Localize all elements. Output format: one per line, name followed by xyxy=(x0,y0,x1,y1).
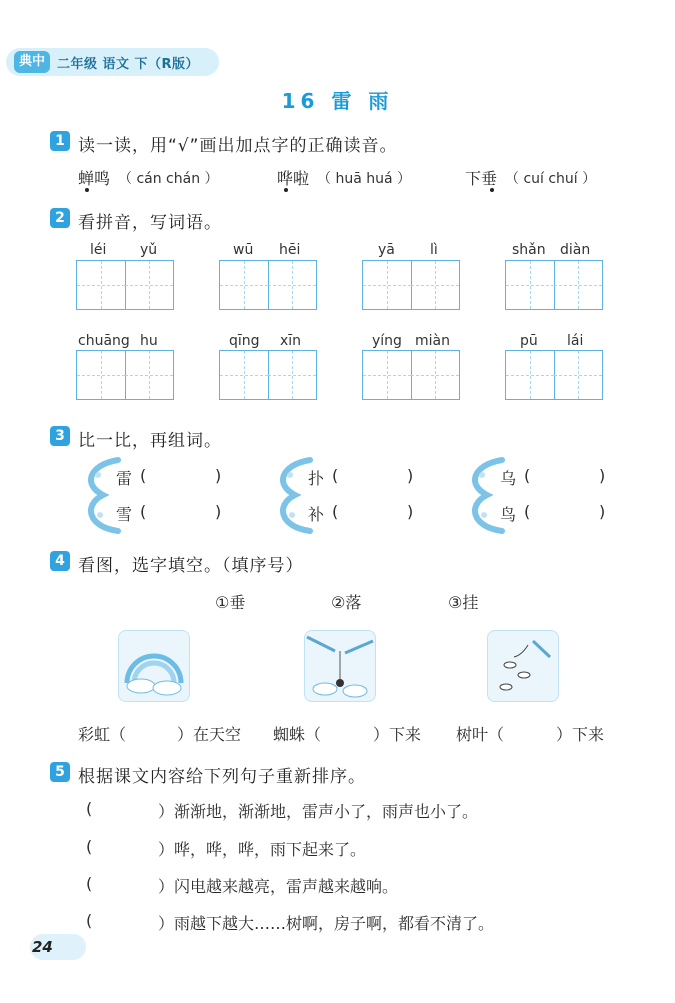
pinyin: xīn xyxy=(280,333,302,349)
compare-char: 乌 xyxy=(500,469,517,488)
pinyin: chuāng xyxy=(78,333,130,349)
close-paren: ) xyxy=(407,466,414,485)
page-number: 24 xyxy=(32,938,53,956)
question-number-3: 3 xyxy=(50,426,70,446)
pinyin: miàn xyxy=(415,333,450,349)
open-paren: ( xyxy=(86,799,93,818)
open-paren: ( xyxy=(524,466,531,485)
close-paren: ) xyxy=(215,502,222,521)
open-paren: ( xyxy=(140,502,147,521)
q1-word-2: 哗啦 xyxy=(277,169,310,188)
writing-grid[interactable] xyxy=(362,350,460,400)
emphasis-dot xyxy=(284,188,288,192)
q4-sentence-2-start: 蜘蛛（ xyxy=(273,725,322,744)
open-paren: ( xyxy=(86,874,93,893)
compare-char: 扑 xyxy=(308,469,325,488)
compare-char: 雷 xyxy=(116,469,133,488)
question-number-5: 5 xyxy=(50,762,70,782)
pinyin: lì xyxy=(430,242,438,258)
option-luo: ②落 xyxy=(331,593,362,612)
option-gua: ③挂 xyxy=(448,593,479,612)
compare-char: 鸟 xyxy=(500,505,517,524)
pinyin: léi xyxy=(90,242,107,258)
close-paren: ) xyxy=(407,502,414,521)
q5-sentence-4: ）雨越下越大……树啊，房子啊，都看不清了。 xyxy=(158,914,495,933)
pinyin: yā xyxy=(378,242,395,258)
q4-sentence-3-start: 树叶（ xyxy=(456,725,505,744)
question-2-prompt: 看拼音，写词语。 xyxy=(78,213,222,233)
pinyin: yíng xyxy=(372,333,402,349)
question-4-prompt: 看图，选字填空。（填序号） xyxy=(78,556,304,576)
pinyin: diàn xyxy=(560,242,591,258)
book-header-badge xyxy=(6,48,219,91)
book-subtitle: 二年级 语文 下（R版） xyxy=(57,57,200,72)
q4-sentence-1-start: 彩虹（ xyxy=(78,725,127,744)
question-number-1: 1 xyxy=(50,131,70,151)
emphasis-dot xyxy=(85,188,89,192)
writing-grid[interactable] xyxy=(505,260,603,310)
question-number-2: 2 xyxy=(50,208,70,228)
q4-sentence-1-end: ）在天空 xyxy=(177,725,242,744)
q5-sentence-1: ）渐渐地，渐渐地，雷声小了，雨声也小了。 xyxy=(158,802,479,821)
pinyin: pū xyxy=(520,333,538,349)
pinyin: yǔ xyxy=(140,242,158,258)
compare-char: 雪 xyxy=(116,505,133,524)
close-paren: ) xyxy=(215,466,222,485)
q1-word-3: 下垂 xyxy=(465,169,498,188)
q1-options-2[interactable]: （ huā huá ） xyxy=(317,171,412,187)
open-paren: ( xyxy=(140,466,147,485)
open-paren: ( xyxy=(332,502,339,521)
publisher-logo: 典中点 xyxy=(14,51,50,73)
q5-sentence-2: ）哗，哗，哗，雨下起来了。 xyxy=(158,840,367,859)
q5-sentence-3: ）闪电越来越亮，雷声越来越响。 xyxy=(158,877,399,896)
writing-grid[interactable] xyxy=(219,260,317,310)
writing-grid[interactable] xyxy=(219,350,317,400)
q1-options-3[interactable]: （ cuí chuí ） xyxy=(505,171,597,187)
question-number-4: 4 xyxy=(50,551,70,571)
writing-grid[interactable] xyxy=(362,260,460,310)
lesson-title: 16 雷 雨 xyxy=(281,89,394,113)
open-paren: ( xyxy=(86,911,93,930)
open-paren: ( xyxy=(524,502,531,521)
spider-picture xyxy=(304,630,376,702)
writing-grid[interactable] xyxy=(76,260,174,310)
pinyin: hēi xyxy=(279,242,301,258)
question-1-prompt: 读一读，用“√”画出加点字的正确读音。 xyxy=(78,136,398,156)
pinyin: hu xyxy=(140,333,158,349)
writing-grid[interactable] xyxy=(76,350,174,400)
q1-word-1: 蝉鸣 xyxy=(78,169,111,188)
close-paren: ) xyxy=(599,502,606,521)
close-paren: ) xyxy=(599,466,606,485)
question-3-prompt: 比一比，再组词。 xyxy=(78,431,222,451)
q4-sentence-3-end: ）下来 xyxy=(556,725,605,744)
pinyin: wū xyxy=(233,242,254,258)
option-chui: ①垂 xyxy=(215,593,246,612)
question-5-prompt: 根据课文内容给下列句子重新排序。 xyxy=(78,767,366,787)
rainbow-picture xyxy=(118,630,190,702)
q1-options-1[interactable]: （ cán chán ） xyxy=(118,171,219,187)
compare-char: 补 xyxy=(308,505,325,524)
pinyin: qīng xyxy=(229,333,260,349)
pinyin: lái xyxy=(567,333,584,349)
pinyin: shǎn xyxy=(512,242,546,258)
open-paren: ( xyxy=(86,837,93,856)
open-paren: ( xyxy=(332,466,339,485)
emphasis-dot xyxy=(490,188,494,192)
q4-sentence-2-end: ）下来 xyxy=(373,725,422,744)
leaves-picture xyxy=(487,630,559,702)
writing-grid[interactable] xyxy=(505,350,603,400)
